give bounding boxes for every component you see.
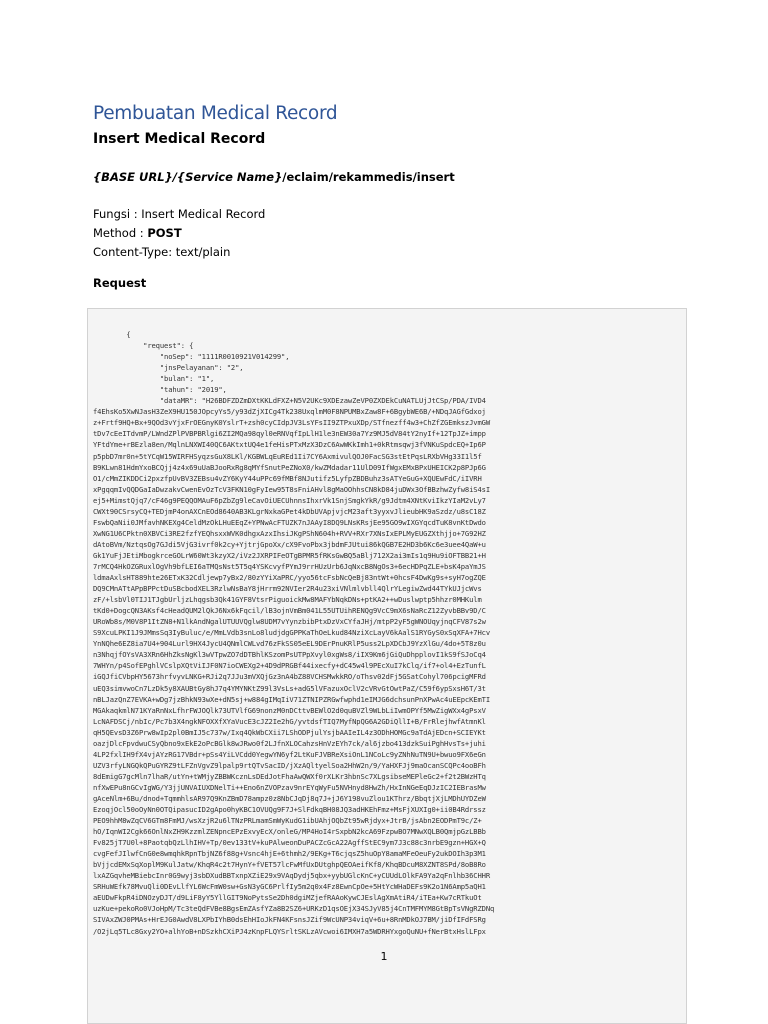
code-line: "dataMR": "H26BDFZDZmDXtKKLdFXZ+N5V2UKc9XDEzawZeVP0ZXDEkCuNATLUjJtCSp/PDA/IVD4 <box>93 396 486 406</box>
code-line: Gk1YuFjJEtiMbogkrceGOLrW60Wt3kzyX2/iVz2JXRPIFeOTgBPMR5fRKsGwBQ5aBlj712X2ai3mIs1q9Hu9iOFTBB21+H <box>93 550 486 560</box>
code-line: gAceNlm+6Bu/dnod+TqmmhlsAR97Q9KnZBmD78ampz0z8NbCJqDj8q7J+jJ6Y198vuZlou1KThrz/BbqtjXjLMDhUYDZeW <box>93 793 486 803</box>
code-line: SRHuWEfk78MvuQli0DEvLlfYL6WcFmW0sw+GsN3yGC6PrlfIy5m2q0x4Fz8EwnCpOe+5HtYcWHaDEFs9K2o1N6Amp5aQH1 <box>93 882 486 892</box>
url-base-placeholder: {BASE URL}/{Service Name} <box>93 170 283 184</box>
code-line: PEO9hhM8wZqCV6GTm8FmMJ/wsXzjR2u6lTNzPRLmamSmWyKudG1ibUAhjOQbZt95wRjdyx+JtrB/jsAbn2EODPmT9c/Z+ <box>93 816 482 826</box>
code-line: XwNG1U6CPktn0XBVCi3RE2fzfYEQhsxxWVK0dhgxAzxIhsiJKgPShN604h+RVV+RXr7XNsIxEPLMyEUGZXthjjo+7G92HZ <box>93 528 486 538</box>
code-line: zF/+lsbVl0TIJ1TJgbUrljzLhqgsb3Qk41GYF8VtsrPiguoickMw8MAFYbNqkDNs+ptKA2++wDuslwptp5hhzr0MHKulm <box>93 595 482 605</box>
code-line: 4LP2fxlIH9fX4vjAYzRG17VBdr+pSs4YiLVCdd0YegwYN6yf2LtKuFJVBReXsiOnL1NCoLc9yZNhNuTN9U+bwuo9FX6eGn <box>93 749 486 759</box>
code-line: { <box>93 330 131 339</box>
code-line: nBLJazQnZ7EVKA+wDg7jzBhkN93wXe+dN5sj+w884gIMqIiV71ZTNIPZRGwfwphd1eIMJG6dchsunPnXPwAc4uEEpcKEmTI <box>93 694 491 704</box>
code-line: UZV3rfyLNGQkQPuGYRZ9tLFZnVgvZ9lpalp9rtQTvSacID/jXzAQltyelSoa2HhW2n/9/YaHXFJj9maOcanSCQPc4ooBFh <box>93 760 486 770</box>
code-line: LcNAFDSCj/nbIc/Pc7b3X4ngkNFOXXfXYaVucE3cJZ2Ie2hG/yvtdsfTIQ7MyfNpQG6A2GDiQllI+B/FrRlejhwfAtmnKl <box>93 716 486 726</box>
code-line: f4EhsKo5XwNJasH3ZeX9HU150JOpcyYs5/y93dZjXICg4Tk238UxqlmM0F8NPUMBxZaw8F+6BgybWE6B/+NDqJAGfGdxoj <box>93 407 486 417</box>
code-line: EzoqjOcl50oOyNn0OTQipasucID2gApo0hyKBC1OVUQg9F7J+SlFdkqBH08JQ3adHKEhFmz+MsFjXUXIg0+ii0B4Rdrssz <box>93 805 486 815</box>
code-line: "noSep": "1111R0010921V014299", <box>93 352 290 362</box>
code-line: n3NhqjfOYsVA3XRn6HhZksNgKl3wVTpwZO7dDTBhlKSzomPsUTPpXvyl0xgWs8/iIX9Km6jGiQuDhpplovI1kS9fSJoCq4 <box>93 650 486 660</box>
code-line: dAtoBVm/NztqsOg7GJdi5VjG3ivrf0k2cy+YjtrjGpoXx/cX9FvoPbx3jbdmFJUtui86kQGB7E2HD3b6Kc6e3uee4QaW+u <box>93 539 486 549</box>
endpoint-info <box>93 205 265 262</box>
fungsi-line: Fungsi : Insert Medical Record <box>93 207 266 221</box>
code-line: p5pbD7mr0n+5tYCqW15WIRFHSyqzsGuX8LKl/KGBWLqEuREd1Ii7CY6AxmivulQOJ0FacSG3stEtPqsLRXbVHg33I1l5f <box>93 451 482 461</box>
code-line: S9XcuLPKI1J9JMmsSq3IyBuluc/e/MmLVdb3snLo8ludjdgGPPKaThOeLkud84NziXcLayV6kAalS1RYGyS0xSqXFA+7Hcv <box>93 628 491 638</box>
code-line: bVjjcdEMxSqXoplM9KulJatw/KhqR4c2t7HynY+fVET57lcFwMfUxDUtghpQEOAeifKf8/KhqBDcuM8XZNT8SPd/8oB8Ro <box>93 860 486 870</box>
code-line: hO/IqnWI2Cgk66OnlNxZH9KzzmlZENpncEPzExvyEcX/onleG/MP4HoI4rSxpbN2kcA69FzpwBO7MNwXQLB0QmjpGzLBBb <box>93 827 486 837</box>
code-line: "request": { <box>93 341 194 351</box>
code-line: aEUDwFkpR4iDNOzyDJT/d9LiF8yY5YllGIT9NoPytsSe2Dh0dgiMZjefRAAoKywCJEslAgXmAtiR4/iTEa+Kw7cRTkuOt <box>93 893 482 903</box>
code-line: YFtdYme+rBEzla8en/MqlnLNXWI40QC6AKtxtUQ4e1feHisPTxMzX3DzC6AwWKkImh1+0kRtmsqwj3fVNKuSpdcEQ+Ip6P <box>93 440 486 450</box>
code-line: FswbQaNii0JMfavhNKEXg4CeldMzOkLHuEEqZ+YPNwAcFTUZK7nJAAyI8DQ9LNsKRsjEe95GO9wIXGYqcdTuK8vnKtDwdo <box>93 517 486 527</box>
code-line: ej5+MimstQjq7/cF46g9PEQQOMAuF6pZbZg9leCavOiUECUhnnsIhxrVk1SnjSmgkYkR/g9Jdtm4XNtKviIkzYIaM2vLy7 <box>93 495 486 505</box>
method-label: Method : <box>93 226 148 240</box>
code-line: MGAkaqkmlN71KYaRnNxLfhrFWJOQlk73UTVlfG69nonzM0nDCttvBEWlO2d0quBVZl9WLbLiIwmOPYf5MwZigWXx4gPsxV <box>93 705 486 715</box>
request-json-code <box>88 309 686 937</box>
code-line: DQ9CMnATtAPpBPPctDuSBcbodXEL3RzlwNsBaY8jHrrm92NVIer2R4u23xiVNlmlvbll4QlrYLegiwZwd44TYkUJjcWvs <box>93 584 482 594</box>
request-label: Request <box>93 276 147 290</box>
code-line: O1/cMmZIKDDCi2pxzfpUvBV3ZEBsu4vZY6KyY44uPPc69fMBf8NJutifz5LyfpZBDBuhz3sATYeGuG+XQUEwFdC/iIVRH <box>93 473 482 483</box>
url-path: /eclaim/rekammedis/insert <box>282 170 455 184</box>
code-line: oazjDlcFpvdwuCSyQbno9xEkE2oPcBGlk8wJRwo0f2LJfnXLOCahzsHnVzEYh7ck/al6jzbo413dzkSuiPghHvsTs+juhi <box>93 738 486 748</box>
code-line: 8dEmigG7gcMln7lhaR/utYn+tWMjyZBBWKcznLsDEdJotFhaAwQWXf0rXLKr3hbnSc7XLgsibseMEPleGc2+f2t2BWzHTq <box>93 771 486 781</box>
code-line: tDv7cEeITdvmP/LWndZPlPVBPBRlgi6ZI2MQa98qyl0eRNVqfIpLlH1le3nEW30a7Yz9MJ5dV84tY2nyIf+12TpJZ+impp <box>93 429 486 439</box>
section-heading: Insert Medical Record <box>93 131 266 147</box>
code-line: iGQJfiCVbpHY5673hrfvyvLNKG+RJi2q7JJu3mVXQjGz3nA4bZ88VCHSMwkkRO/oThsv02dFj5GSatCohyl706pcigMFRd <box>93 672 486 682</box>
code-line: 7WHYn/p4SofEPghlVCslpXQtViIJF0N7ioCWEXg2+4D9dPRGBf44ixecfy+dC45w4l9PEcXuI7kClq/if7+ol4+EzTunfL <box>93 661 486 671</box>
code-line: ldmaAxlsHT889hte26ETxK32Cdljewp7yBx2/80zYYiXaPRC/yyo56tcFsbNcQeBj83ntWt+0hcsF4DwKg9s+syH7ogZQE <box>93 573 486 583</box>
page-number: 1 <box>380 950 388 963</box>
code-line: "tahun": "2019", <box>93 385 227 395</box>
method-value: POST <box>147 226 182 240</box>
code-line: z+Frtf9HQ+Bx+9QOd3vYjxFrOEGnyK0YslrT+zsh0cyCIdpJV3LsYFsII9ZTPxuXDp/STfnezff4w3+ChZfZGEmkszJvmGW <box>93 418 491 428</box>
code-line: qH5QEvsD3Z6Prw8wIp2pl0BmIJ5c737w/Ixq4QkWbCXii7LShODPjulYsjbAAIeIL4z3ODhHOMGc9aTdAjEDcn+SCIEYKt <box>93 727 486 737</box>
code-line: lxAZGqvheMBiebcInr0G9wyj3sbDXudBBTxnpXZiE29x9VAqDydj5qbx+yybUGlcKnC+yCUUdLOlkFA9Ya2qFnlhb36CHHR <box>93 871 491 881</box>
code-line: SIVAxZWJ0PMAs+HrEJG0AwdV8LXPbIYhB0dsEhHIoJkFN4KFsnsJZif9WcUNP34viqV+6u+8RnMDkOJ7BM/jiDfIFdFSRg <box>93 915 486 925</box>
code-line: "jnsPelayanan": "2", <box>93 363 244 373</box>
code-line: URoWb8s/M0V8P1ItZN8+N1lkAndNgalUTUUVQglw8UDM7vYynzbibPtxDzVxCYfaJHj/mtpP2yF5gWNOUqyjnqCFV87s2w <box>93 617 486 627</box>
code-line: xPgqqmIvQQDGaIaDwzakvCwenEvOzTcV3FKN10gFyIew95T8sFniAHvl8gMaOOhhsCN8kD84juDWx3OfBBzhwZyfw8iS4sI <box>93 484 491 494</box>
code-line: /O2jLq5TLc8Gxy2YO+alhYoB+nDSzkhCXiPJ4zKnpFLQYSrltSKLzAVcwoi6IMXH7a5WDRHYxgoQuNU+fNerBtxHslLFpx <box>93 926 486 936</box>
content-type-line: Content-Type: text/plain <box>93 245 231 259</box>
code-line: B9KLwn81HdmYxoBCQjj4z4x69uUaBJooRxRg8qMYfSnutPeZNoX0/kwZMdadar11UlD09IfWgxEMxBPxUHEICK2p8PJp6G <box>93 462 486 472</box>
code-line: tKd0+DogcQN3AKsf4cHeadQUM2lQkJ6Nx6kFqcil/lB3ojnVmBm041L55UTUihRENQg9VcC9mX6sNaRcZ12ZyvbBBv9D/C <box>93 606 486 616</box>
code-line: YnNQhe6EZ8ia7U4+904Lurl9HX4JycU4QNmlCWLvd76zFkSS05eEL9DErPnuKRlP5uss2LpXDCbJ9YzXlGu/4do+5T8z0u <box>93 639 486 649</box>
endpoint-url <box>93 170 455 184</box>
code-line: nfXwEPu8nGCvIgWG/Y3jjUNVAIUXDNelTi++Eno6nZVOPzav9nrEYqWyFu5NVHnyd8HwZh/HxInNGeEqDJzIC2IEBrasMw <box>93 782 486 792</box>
page-heading: Pembuatan Medical Record <box>93 103 338 124</box>
code-line: uEQ3simvwoCn7LzDk5y8XAUBtGy8hJ7q4YMYNKtZ99l3VsLs+adG5lVFazuxOclV2cVRvGtOwtPaZ/C59f6ypSxsH6T/3t <box>93 683 486 693</box>
code-line: "bulan": "1", <box>93 374 215 384</box>
code-line: cvgFefJIlwfCnG0e8wmqhkRpnTbjNZ6f88g+Vsnc4hjE+6thmh2/9EKg+T6cjqsZ5huOpY8amaMFeOeuFy2ukDOIh3p3M1 <box>93 849 486 859</box>
method-line <box>93 224 265 243</box>
code-line: uzKue+pekoRo0VJoHpM/Tc3teQdFVBe8BgsEmZAsfYZa8B2SZ6+URKzD1qsOEjX34SJyV85j4CnTMFMYM8GtBpTsVNgRZDNq <box>93 904 495 914</box>
code-line: 7rMCQ4HkOZGRuxlOgVh9bfLEI6aTMQsNst5T5q4YSKcvyfPYmJ9rrHUzUrb6JqNxcB8NgOs3+6ecHDPqZLE+bsK4paYmJS <box>93 561 486 571</box>
code-line: Fv825jT7U0l+8PaotqbQzLlhIHV+Tp/0ev133tV+kuPAlweonDuPACZcGcA22AgffStEC9ym7J3c88c3nrbE9gzn+HGX+Q <box>93 838 486 848</box>
request-code-block <box>87 308 687 1024</box>
code-line: CWXt90CSrsyCQ+TEDjmP4onAXCnEOd8640AB3KLgrNxkaGPet4kDbUVApjvjcM23aft3yyxvJlieubHK9aSzdz/u8sC18Z <box>93 506 486 516</box>
